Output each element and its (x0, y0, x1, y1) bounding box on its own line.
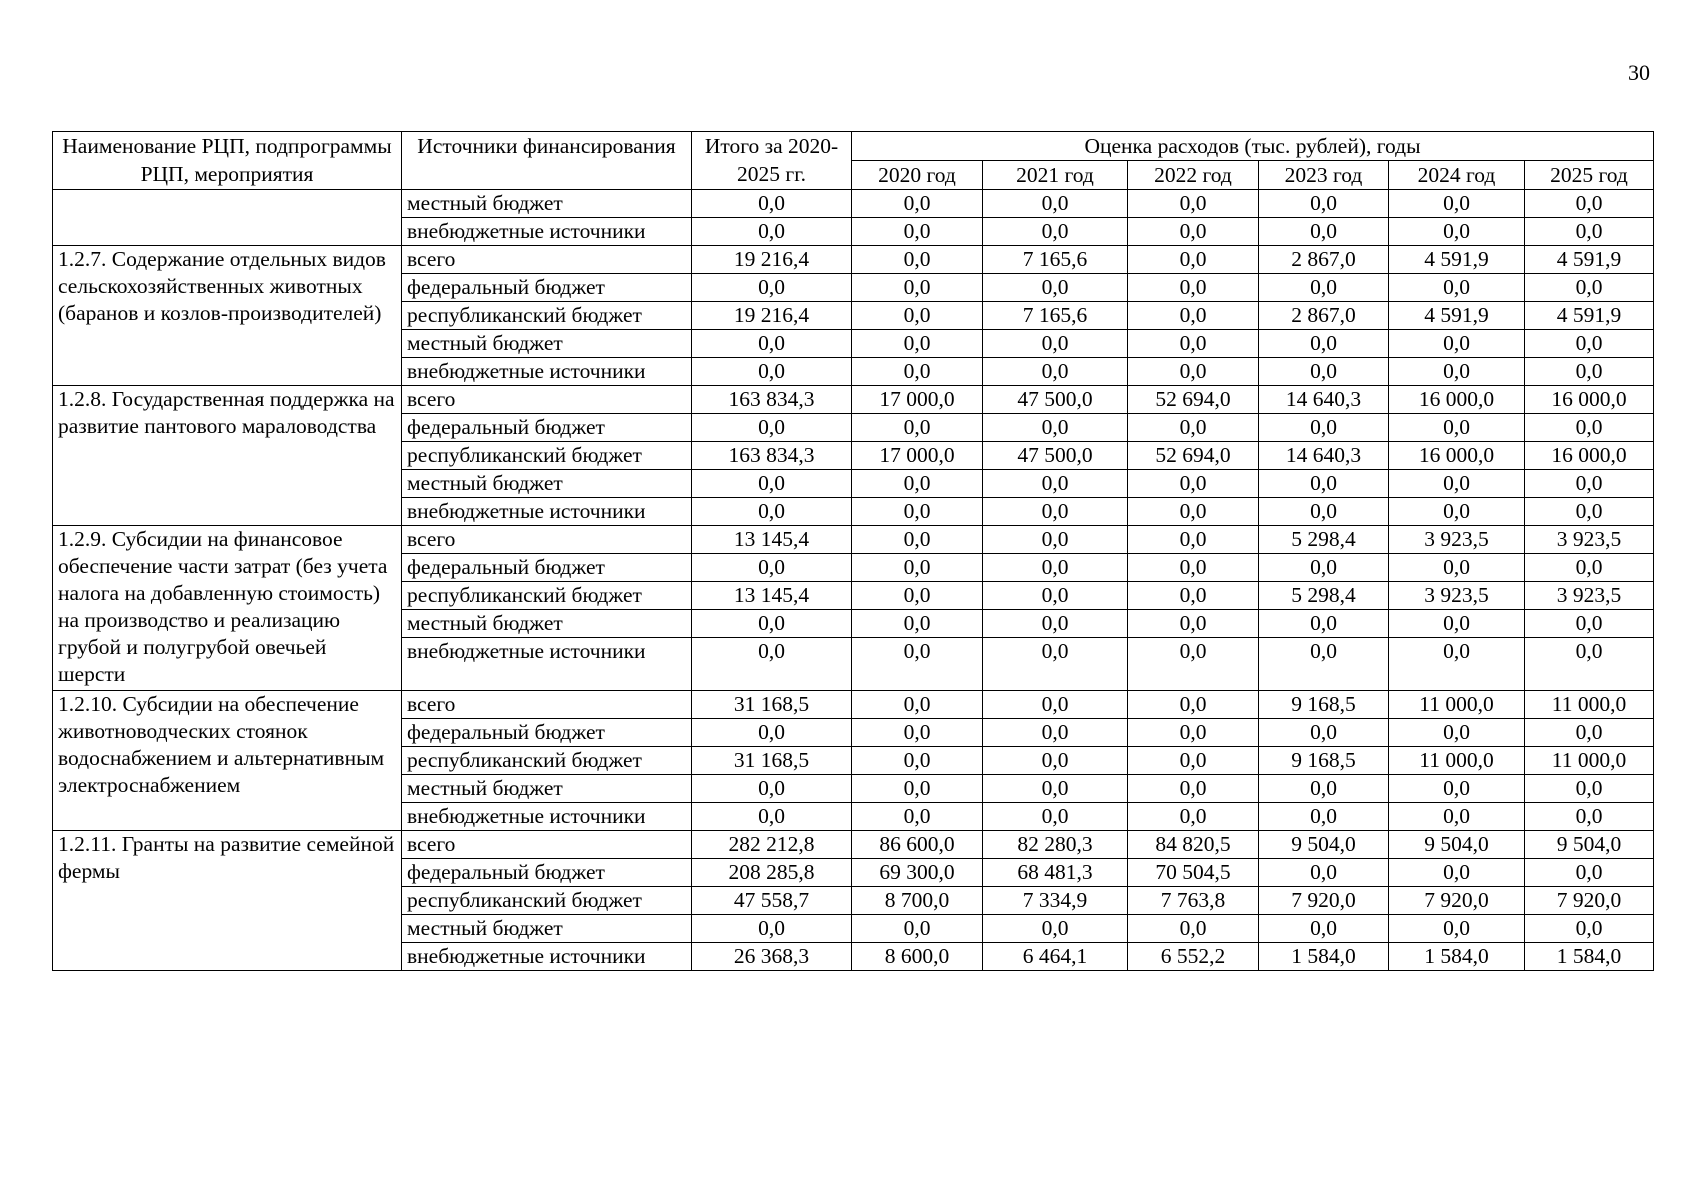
year-value: 0,0 (983, 582, 1128, 610)
year-value: 0,0 (1128, 915, 1259, 943)
total-value: 208 285,8 (692, 859, 852, 887)
year-value: 14 640,3 (1259, 442, 1389, 470)
total-value: 0,0 (692, 330, 852, 358)
funding-source: республиканский бюджет (402, 582, 692, 610)
header-year-2022: 2022 год (1128, 161, 1259, 190)
total-value: 19 216,4 (692, 302, 852, 330)
year-value: 68 481,3 (983, 859, 1128, 887)
funding-source: республиканский бюджет (402, 442, 692, 470)
year-value: 0,0 (852, 775, 983, 803)
year-value: 0,0 (1525, 638, 1654, 691)
page-number: 30 (1628, 60, 1650, 85)
funding-source: республиканский бюджет (402, 747, 692, 775)
year-value: 0,0 (852, 747, 983, 775)
year-value: 7 920,0 (1389, 887, 1525, 915)
year-value: 0,0 (1259, 274, 1389, 302)
year-value: 0,0 (852, 470, 983, 498)
header-total-col: Итого за 2020-2025 гг. (692, 132, 852, 190)
total-value: 0,0 (692, 803, 852, 831)
year-value: 0,0 (852, 719, 983, 747)
measure-name (53, 190, 402, 246)
year-value: 0,0 (852, 610, 983, 638)
year-value: 0,0 (1525, 775, 1654, 803)
year-value: 0,0 (1128, 470, 1259, 498)
header-source-col: Источники финансирования (402, 132, 692, 190)
year-value: 4 591,9 (1389, 246, 1525, 274)
year-value: 0,0 (852, 302, 983, 330)
year-value: 0,0 (983, 775, 1128, 803)
total-value: 31 168,5 (692, 747, 852, 775)
header-year-2025: 2025 год (1525, 161, 1654, 190)
year-value: 0,0 (983, 358, 1128, 386)
year-value: 0,0 (983, 498, 1128, 526)
funding-source: всего (402, 386, 692, 414)
total-value: 0,0 (692, 638, 852, 691)
table-row (53, 190, 1654, 218)
total-value: 282 212,8 (692, 831, 852, 859)
year-value: 0,0 (1259, 470, 1389, 498)
year-value: 0,0 (1259, 775, 1389, 803)
year-value: 0,0 (1259, 719, 1389, 747)
year-value: 0,0 (1259, 358, 1389, 386)
year-value: 0,0 (983, 719, 1128, 747)
year-value: 16 000,0 (1525, 442, 1654, 470)
funding-source: федеральный бюджет (402, 414, 692, 442)
year-value: 7 763,8 (1128, 887, 1259, 915)
year-value: 0,0 (1525, 470, 1654, 498)
header-year-2021: 2021 год (983, 161, 1128, 190)
table-row (53, 386, 1654, 414)
year-value: 0,0 (983, 803, 1128, 831)
year-value: 0,0 (1525, 803, 1654, 831)
year-value: 8 700,0 (852, 887, 983, 915)
year-value: 0,0 (1389, 638, 1525, 691)
year-value: 0,0 (852, 582, 983, 610)
year-value: 14 640,3 (1259, 386, 1389, 414)
year-value: 0,0 (1128, 218, 1259, 246)
year-value: 7 334,9 (983, 887, 1128, 915)
total-value: 0,0 (692, 470, 852, 498)
year-value: 0,0 (1128, 274, 1259, 302)
year-value: 11 000,0 (1525, 747, 1654, 775)
year-value: 0,0 (1389, 190, 1525, 218)
year-value: 0,0 (852, 274, 983, 302)
year-value: 0,0 (1389, 498, 1525, 526)
year-value: 70 504,5 (1128, 859, 1259, 887)
year-value: 5 298,4 (1259, 582, 1389, 610)
year-value: 0,0 (1259, 803, 1389, 831)
year-value: 3 923,5 (1389, 582, 1525, 610)
table-body (53, 190, 1654, 971)
total-value: 0,0 (692, 775, 852, 803)
total-value: 0,0 (692, 554, 852, 582)
table-row (53, 526, 1654, 554)
year-value: 7 165,6 (983, 302, 1128, 330)
year-value: 11 000,0 (1389, 691, 1525, 719)
year-value: 0,0 (1259, 859, 1389, 887)
funding-source: всего (402, 831, 692, 859)
year-value: 8 600,0 (852, 943, 983, 971)
year-value: 0,0 (1128, 691, 1259, 719)
funding-source: республиканский бюджет (402, 302, 692, 330)
year-value: 0,0 (1259, 330, 1389, 358)
year-value: 0,0 (1389, 470, 1525, 498)
total-value: 163 834,3 (692, 386, 852, 414)
table-row (53, 831, 1654, 859)
funding-source: местный бюджет (402, 610, 692, 638)
year-value: 0,0 (1128, 358, 1259, 386)
year-value: 0,0 (1525, 719, 1654, 747)
year-value: 2 867,0 (1259, 302, 1389, 330)
year-value: 0,0 (1128, 638, 1259, 691)
measure-name: 1.2.10. Субсидии на обеспечение животноводческих стоянок водоснабжением и альтернативным электроснабжением (53, 691, 402, 831)
table-row (53, 246, 1654, 274)
year-value: 0,0 (852, 803, 983, 831)
year-value: 0,0 (983, 638, 1128, 691)
total-value: 0,0 (692, 915, 852, 943)
year-value: 4 591,9 (1525, 246, 1654, 274)
year-value: 0,0 (1128, 803, 1259, 831)
year-value: 9 168,5 (1259, 747, 1389, 775)
total-value: 0,0 (692, 274, 852, 302)
year-value: 82 280,3 (983, 831, 1128, 859)
measure-name: 1.2.7. Содержание отдельных видов сельскохозяйственных животных (баранов и козлов-производителей) (53, 246, 402, 386)
year-value: 47 500,0 (983, 386, 1128, 414)
total-value: 47 558,7 (692, 887, 852, 915)
year-value: 9 504,0 (1525, 831, 1654, 859)
header-row-1 (53, 132, 1654, 161)
year-value: 0,0 (852, 190, 983, 218)
year-value: 0,0 (1389, 915, 1525, 943)
year-value: 17 000,0 (852, 442, 983, 470)
funding-source: внебюджетные источники (402, 943, 692, 971)
funding-source: местный бюджет (402, 915, 692, 943)
year-value: 0,0 (1128, 498, 1259, 526)
year-value: 0,0 (1128, 554, 1259, 582)
year-value: 0,0 (852, 915, 983, 943)
year-value: 7 920,0 (1525, 887, 1654, 915)
header-year-2020: 2020 год (852, 161, 983, 190)
year-value: 0,0 (852, 526, 983, 554)
total-value: 0,0 (692, 358, 852, 386)
year-value: 0,0 (983, 747, 1128, 775)
measure-name: 1.2.8. Государственная поддержка на развитие пантового мараловодства (53, 386, 402, 526)
year-value: 0,0 (1259, 190, 1389, 218)
funding-source: всего (402, 691, 692, 719)
header-year-2023: 2023 год (1259, 161, 1389, 190)
year-value: 0,0 (1525, 218, 1654, 246)
year-value: 0,0 (1128, 414, 1259, 442)
year-value: 0,0 (852, 246, 983, 274)
year-value: 1 584,0 (1389, 943, 1525, 971)
year-value: 84 820,5 (1128, 831, 1259, 859)
funding-source: внебюджетные источники (402, 638, 692, 691)
year-value: 52 694,0 (1128, 386, 1259, 414)
year-value: 0,0 (983, 554, 1128, 582)
year-value: 16 000,0 (1389, 442, 1525, 470)
total-value: 163 834,3 (692, 442, 852, 470)
year-value: 0,0 (983, 330, 1128, 358)
funding-source: федеральный бюджет (402, 554, 692, 582)
total-value: 31 168,5 (692, 691, 852, 719)
year-value: 16 000,0 (1389, 386, 1525, 414)
year-value: 0,0 (1389, 330, 1525, 358)
year-value: 47 500,0 (983, 442, 1128, 470)
year-value: 0,0 (1128, 526, 1259, 554)
funding-source: местный бюджет (402, 190, 692, 218)
header-year-2024: 2024 год (1389, 161, 1525, 190)
year-value: 6 552,2 (1128, 943, 1259, 971)
year-value: 0,0 (1525, 498, 1654, 526)
year-value: 0,0 (852, 691, 983, 719)
year-value: 0,0 (1389, 719, 1525, 747)
year-value: 0,0 (1389, 775, 1525, 803)
year-value: 0,0 (1128, 330, 1259, 358)
total-value: 19 216,4 (692, 246, 852, 274)
year-value: 52 694,0 (1128, 442, 1259, 470)
year-value: 0,0 (1525, 330, 1654, 358)
year-value: 0,0 (1128, 246, 1259, 274)
budget-table (52, 131, 1654, 971)
year-value: 0,0 (983, 414, 1128, 442)
year-value: 2 867,0 (1259, 246, 1389, 274)
year-value: 0,0 (1389, 274, 1525, 302)
year-value: 0,0 (852, 498, 983, 526)
year-value: 0,0 (1525, 610, 1654, 638)
funding-source: внебюджетные источники (402, 498, 692, 526)
year-value: 0,0 (1525, 358, 1654, 386)
year-value: 0,0 (1389, 610, 1525, 638)
year-value: 6 464,1 (983, 943, 1128, 971)
total-value: 0,0 (692, 610, 852, 638)
funding-source: федеральный бюджет (402, 719, 692, 747)
year-value: 5 298,4 (1259, 526, 1389, 554)
funding-source: внебюджетные источники (402, 803, 692, 831)
year-value: 0,0 (1128, 775, 1259, 803)
year-value: 0,0 (1259, 638, 1389, 691)
funding-source: всего (402, 246, 692, 274)
year-value: 9 168,5 (1259, 691, 1389, 719)
total-value: 0,0 (692, 498, 852, 526)
measure-name: 1.2.11. Гранты на развитие семейной фермы (53, 831, 402, 971)
total-value: 0,0 (692, 218, 852, 246)
year-value: 0,0 (852, 358, 983, 386)
header-name-col: Наименование РЦП, подпрограммы РЦП, мероприятия (53, 132, 402, 190)
funding-source: местный бюджет (402, 775, 692, 803)
year-value: 0,0 (1389, 358, 1525, 386)
year-value: 0,0 (983, 274, 1128, 302)
year-value: 9 504,0 (1259, 831, 1389, 859)
funding-source: внебюджетные источники (402, 218, 692, 246)
year-value: 0,0 (1128, 747, 1259, 775)
funding-source: внебюджетные источники (402, 358, 692, 386)
year-value: 1 584,0 (1525, 943, 1654, 971)
year-value: 0,0 (1128, 582, 1259, 610)
funding-source: всего (402, 526, 692, 554)
year-value: 0,0 (1259, 610, 1389, 638)
year-value: 0,0 (1389, 414, 1525, 442)
year-value: 0,0 (983, 610, 1128, 638)
year-value: 0,0 (852, 554, 983, 582)
year-value: 0,0 (1525, 190, 1654, 218)
total-value: 13 145,4 (692, 526, 852, 554)
year-value: 0,0 (983, 190, 1128, 218)
year-value: 86 600,0 (852, 831, 983, 859)
funding-source: федеральный бюджет (402, 859, 692, 887)
year-value: 0,0 (983, 526, 1128, 554)
funding-source: местный бюджет (402, 330, 692, 358)
year-value: 0,0 (1259, 554, 1389, 582)
year-value: 0,0 (1389, 554, 1525, 582)
year-value: 0,0 (1128, 190, 1259, 218)
year-value: 0,0 (983, 470, 1128, 498)
year-value: 3 923,5 (1389, 526, 1525, 554)
year-value: 17 000,0 (852, 386, 983, 414)
year-value: 3 923,5 (1525, 582, 1654, 610)
year-value: 16 000,0 (1525, 386, 1654, 414)
total-value: 26 368,3 (692, 943, 852, 971)
measure-name: 1.2.9. Субсидии на финансовое обеспечение части затрат (без учета налога на добавленную стоимость) на производство и реализацию грубой и полугрубой овечьей шерсти (53, 526, 402, 691)
funding-source: федеральный бюджет (402, 274, 692, 302)
year-value: 11 000,0 (1389, 747, 1525, 775)
year-value: 9 504,0 (1389, 831, 1525, 859)
year-value: 0,0 (1525, 859, 1654, 887)
year-value: 1 584,0 (1259, 943, 1389, 971)
year-value: 3 923,5 (1525, 526, 1654, 554)
total-value: 13 145,4 (692, 582, 852, 610)
year-value: 0,0 (852, 414, 983, 442)
year-value: 7 920,0 (1259, 887, 1389, 915)
year-value: 0,0 (852, 638, 983, 691)
year-value: 11 000,0 (1525, 691, 1654, 719)
year-value: 0,0 (1128, 302, 1259, 330)
table-row (53, 691, 1654, 719)
year-value: 4 591,9 (1389, 302, 1525, 330)
year-value: 0,0 (983, 691, 1128, 719)
funding-source: местный бюджет (402, 470, 692, 498)
year-value: 0,0 (852, 330, 983, 358)
year-value: 0,0 (1525, 915, 1654, 943)
total-value: 0,0 (692, 414, 852, 442)
year-value: 0,0 (852, 218, 983, 246)
total-value: 0,0 (692, 190, 852, 218)
year-value: 0,0 (1128, 719, 1259, 747)
year-value: 0,0 (1128, 610, 1259, 638)
year-value: 0,0 (983, 218, 1128, 246)
year-value: 0,0 (983, 915, 1128, 943)
year-value: 0,0 (1389, 859, 1525, 887)
year-value: 69 300,0 (852, 859, 983, 887)
year-value: 0,0 (1525, 414, 1654, 442)
total-value: 0,0 (692, 719, 852, 747)
year-value: 7 165,6 (983, 246, 1128, 274)
year-value: 0,0 (1525, 274, 1654, 302)
year-value: 0,0 (1525, 554, 1654, 582)
year-value: 0,0 (1259, 498, 1389, 526)
year-value: 0,0 (1389, 803, 1525, 831)
year-value: 0,0 (1259, 414, 1389, 442)
header-group-title: Оценка расходов (тыс. рублей), годы (852, 132, 1654, 161)
year-value: 0,0 (1389, 218, 1525, 246)
funding-source: республиканский бюджет (402, 887, 692, 915)
year-value: 0,0 (1259, 218, 1389, 246)
year-value: 4 591,9 (1525, 302, 1654, 330)
year-value: 0,0 (1259, 915, 1389, 943)
